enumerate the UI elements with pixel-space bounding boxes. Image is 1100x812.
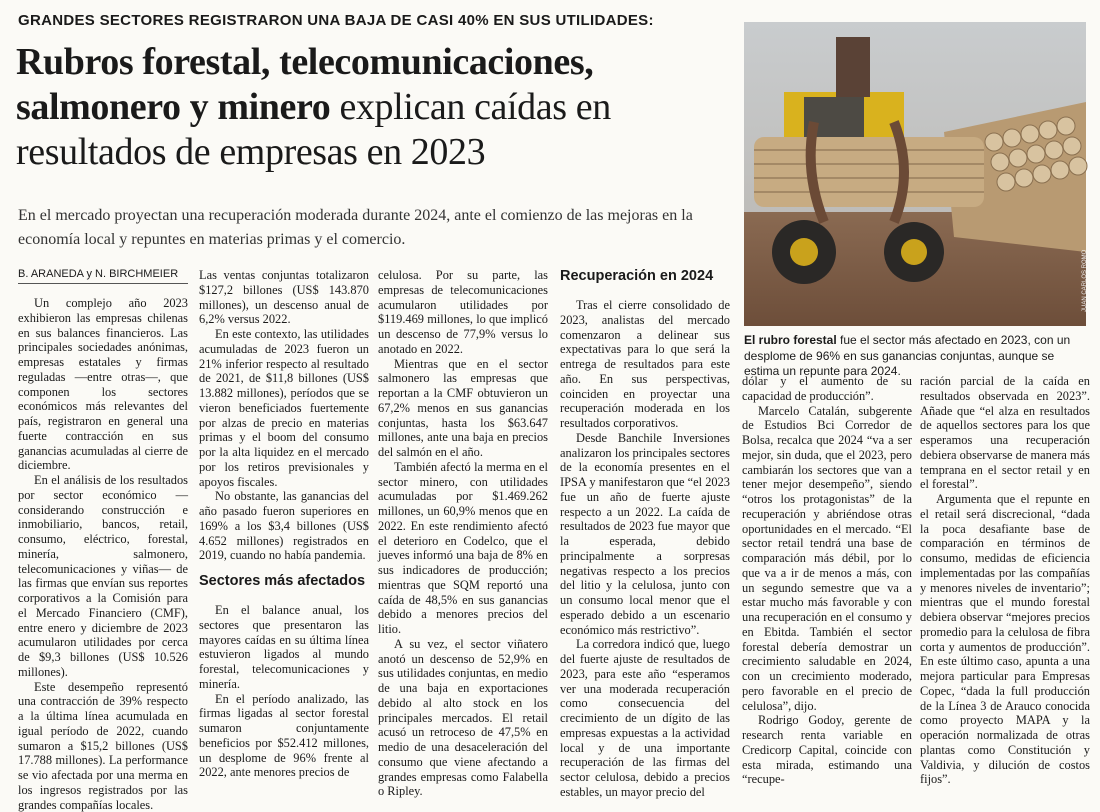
paragraph: Marcelo Catalán, subgerente de Estudios Bci Corredor de Bolsa, recalca que 2024 “va a ser mejor, sin duda, que el 2023, pero cambiarán los sectores que van a tener mejor desempeño”, siendo “otros los protagonistas” de la recuperación y abriéndose otras oportunidades en el mercado. “El sector retail tendrá una base de comparación más débil, por lo que va a ir de menos a más, con un segundo semestre que va a estar mucho más favorable y con una recuperación en el consumo y en Ebitda. También el sector forestal debería demostrar un crecimiento saludable en 2024, con un crecimiento moderado, pero favorable en el precio de celulosa”, dijo. xyxy=(742,404,912,714)
paragraph: En el balance anual, los sectores que presentaron las mayores caídas en su última línea estuvieron ligados al mundo forestal, telecomunicaciones y minería. xyxy=(199,603,369,692)
paragraph: Un complejo año 2023 exhibieron las empresas chilenas en sus balances financieros. Las principales sociedades anónimas, empresas estatales y firmas reguladas —entre otras—, que componen los sectores económicos más relevantes del país, registraron en general una fuerte contracción en sus ganancias acumuladas al cierre de diciembre. xyxy=(18,296,188,473)
paragraph: No obstante, las ganancias del año pasado fueron superiores en 169% a los $3,4 billones (US$ 4.652 millones) registrados en 2019, cuando no había pandemia. xyxy=(199,489,369,563)
paragraph: Las ventas conjuntas totalizaron $127,2 billones (US$ 143.870 millones), un descenso anual de 6,2% versus 2022. xyxy=(199,268,369,327)
paragraph: Mientras que en el sector salmonero las empresas que reportan a la CMF obtuvieron un 67,2% menos en sus ganancias conjuntas, hasta los $63.647 millones, ante una baja en precios del salmón en el año. xyxy=(378,357,548,460)
paragraph: A su vez, el sector viñatero anotó un descenso de 52,9% en sus utilidades conjuntas, en medio de una baja en exportaciones debido al alto stock en los principales mercados. El retail acusó un retroceso de 47,5% en medio de una desaceleración del consumo que viene afectando a grandes empresas como Falabella o Ripley. xyxy=(378,637,548,799)
article-column-1 xyxy=(18,268,188,756)
article-column-6 xyxy=(920,374,1090,756)
paragraph: dólar y el aumento de su capacidad de producción”. xyxy=(742,374,912,404)
paragraph: Rodrigo Godoy, gerente de research renta variable en Credicorp Capital, coincide con esta mirada, estimando una “recupe- xyxy=(742,713,912,787)
paragraph: La corredora indicó que, luego del fuerte ajuste de resultados de 2023, para este año “esperamos ver una moderada recuperación como consecuencia del crecimiento de un dígito de las empresas expuestas a la actividad local y de una importante recuperación de las firmas del sector celulosa, debido a precios estables, un mayor precio del xyxy=(560,637,730,799)
paragraph: En el período analizado, las firmas ligadas al sector forestal sumaron conjuntamente beneficios por $52.412 millones, un desplome de 96% frente al 2022, ante menores precios de xyxy=(199,692,369,781)
article-column-4 xyxy=(560,268,730,756)
paragraph: En este contexto, las utilidades acumuladas de 2023 fueron un 21% inferior respecto al resultado de 2021, de $11,8 billones (US$ 13.882 millones), períodos que se vieron beneficiados fuertemente por alzas de precio en materias primas y el boom del consumo por la alta liquidez en el mercado por los retiros previsionales y apoyos fiscales. xyxy=(199,327,369,489)
caption-text: fue el sector más afectado en 2023, con un desplome de 96% en sus ganancias conjuntas, aunque se estima un repunte para 2024. xyxy=(744,333,1070,378)
photo-caption xyxy=(744,333,1089,380)
paragraph: Desde Banchile Inversiones analizaron los principales sectores de la economía presentes en el IPSA y manifestaron que “el 2023 fue un año de fuerte ajuste respecto a un 2022. La caída de resultados de 2023 fue mayor que la esperada, debido principalmente a sorpresas negativas respecto a los precios del litio y la celulosa, junto con un consumo local menor que el esperado debido a un escenario económico más restrictivo”. xyxy=(560,431,730,638)
paragraph: Este desempeño representó una contracción de 39% respecto a la última línea acumulada en igual período de 2022, cuando sumaron a $15,2 billones (US$ 17.788 millones). La performance se vio afectada por una merma en los ingresos registrados por las grandes compañías locales. xyxy=(18,680,188,812)
subheading-sectores: Sectores más afectados xyxy=(199,573,369,589)
caption-bold: El rubro forestal xyxy=(744,333,837,347)
byline: B. ARANEDA y N. BIRCHMEIER xyxy=(18,268,188,284)
kicker: GRANDES SECTORES REGISTRARON UNA BAJA DE CASI 40% EN SUS UTILIDADES: xyxy=(18,12,718,29)
subheading-recuperacion: Recuperación en 2024 xyxy=(560,268,730,284)
forestry-photo xyxy=(744,22,1086,326)
log-loader-image xyxy=(744,22,1086,326)
headline xyxy=(16,40,736,174)
article-column-5 xyxy=(742,374,912,756)
paragraph: Argumenta que el repunte en el retail será discrecional, “dada la poca desafiante base de comparación en términos de consumo, medidas de eficiencia implementadas por las compañías y menores niveles de inventario”; mientras que el mundo forestal debiera observar “mejores precios promedio para la celulosa de fibra corta y aumentos de producción”. En este último caso, apunta a una mejora particular para Empresas Copec, “dada la full producción de la Línea 3 de Arauco conocida como proyecto MAPA y la operación normalizada de otras plantas como Constitución y Valdivia, y dilución de costos fijos”. xyxy=(920,492,1090,787)
headline-bold: Rubros forestal, telecomunicaciones, salmonero y minero xyxy=(16,41,593,128)
article-column-2 xyxy=(199,268,369,756)
lead-paragraph: En el mercado proyectan una recuperación moderada durante 2024, ante el comienzo de las mejoras en la economía local y repuntes en materias primas y el comercio. xyxy=(18,204,738,252)
headline-regular: explican caídas en resultados de empresas en 2023 xyxy=(16,86,611,173)
article-column-3 xyxy=(378,268,548,756)
paragraph: celulosa. Por su parte, las empresas de telecomunicaciones acumularon utilidades por $119.469 millones, lo que implicó un descenso de 77,9% versus lo anotado en 2022. xyxy=(378,268,548,357)
paragraph: ración parcial de la caída en resultados observada en 2023”. Añade que “el alza en resultados de aquellos sectores para los que esperamos una recuperación debiera observarse de manera más temprana en el sector retail y en el forestal”. xyxy=(920,374,1090,492)
paragraph: Tras el cierre consolidado de 2023, analistas del mercado comenzaron a delinear sus expectativas para lo que será la entrega de resultados para este año. En sus perspectivas, coinciden en proyectar una recuperación moderada en los resultados corporativos. xyxy=(560,298,730,431)
paragraph: También afectó la merma en el sector minero, con utilidades acumuladas por $1.469.262 millones, un 60,9% menos que en 2022. En este rendimiento afectó el deterioro en Codelco, que el jueves informó una baja de 8% en sus indicadores de producción; mientras que SQM reportó una caída de 48,5% en sus ganancias debido a menores precios del litio. xyxy=(378,460,548,637)
photo-credit: JUAN CARLOS ROMO xyxy=(1082,250,1088,312)
paragraph: En el análisis de los resultados por sector económico —considerando construcción e inmobiliario, bancos, retail, consumo, eléctrico, forestal, minería, salmonero, telecomunicaciones y viñas— de las firmas que envían sus reportes corporativos a la Comisión para el Mercado Financiero (CMF), entre enero y diciembre de 2023 acumularon utilidades por cerca de $9,3 billones (US$ 10.526 millones). xyxy=(18,473,188,680)
